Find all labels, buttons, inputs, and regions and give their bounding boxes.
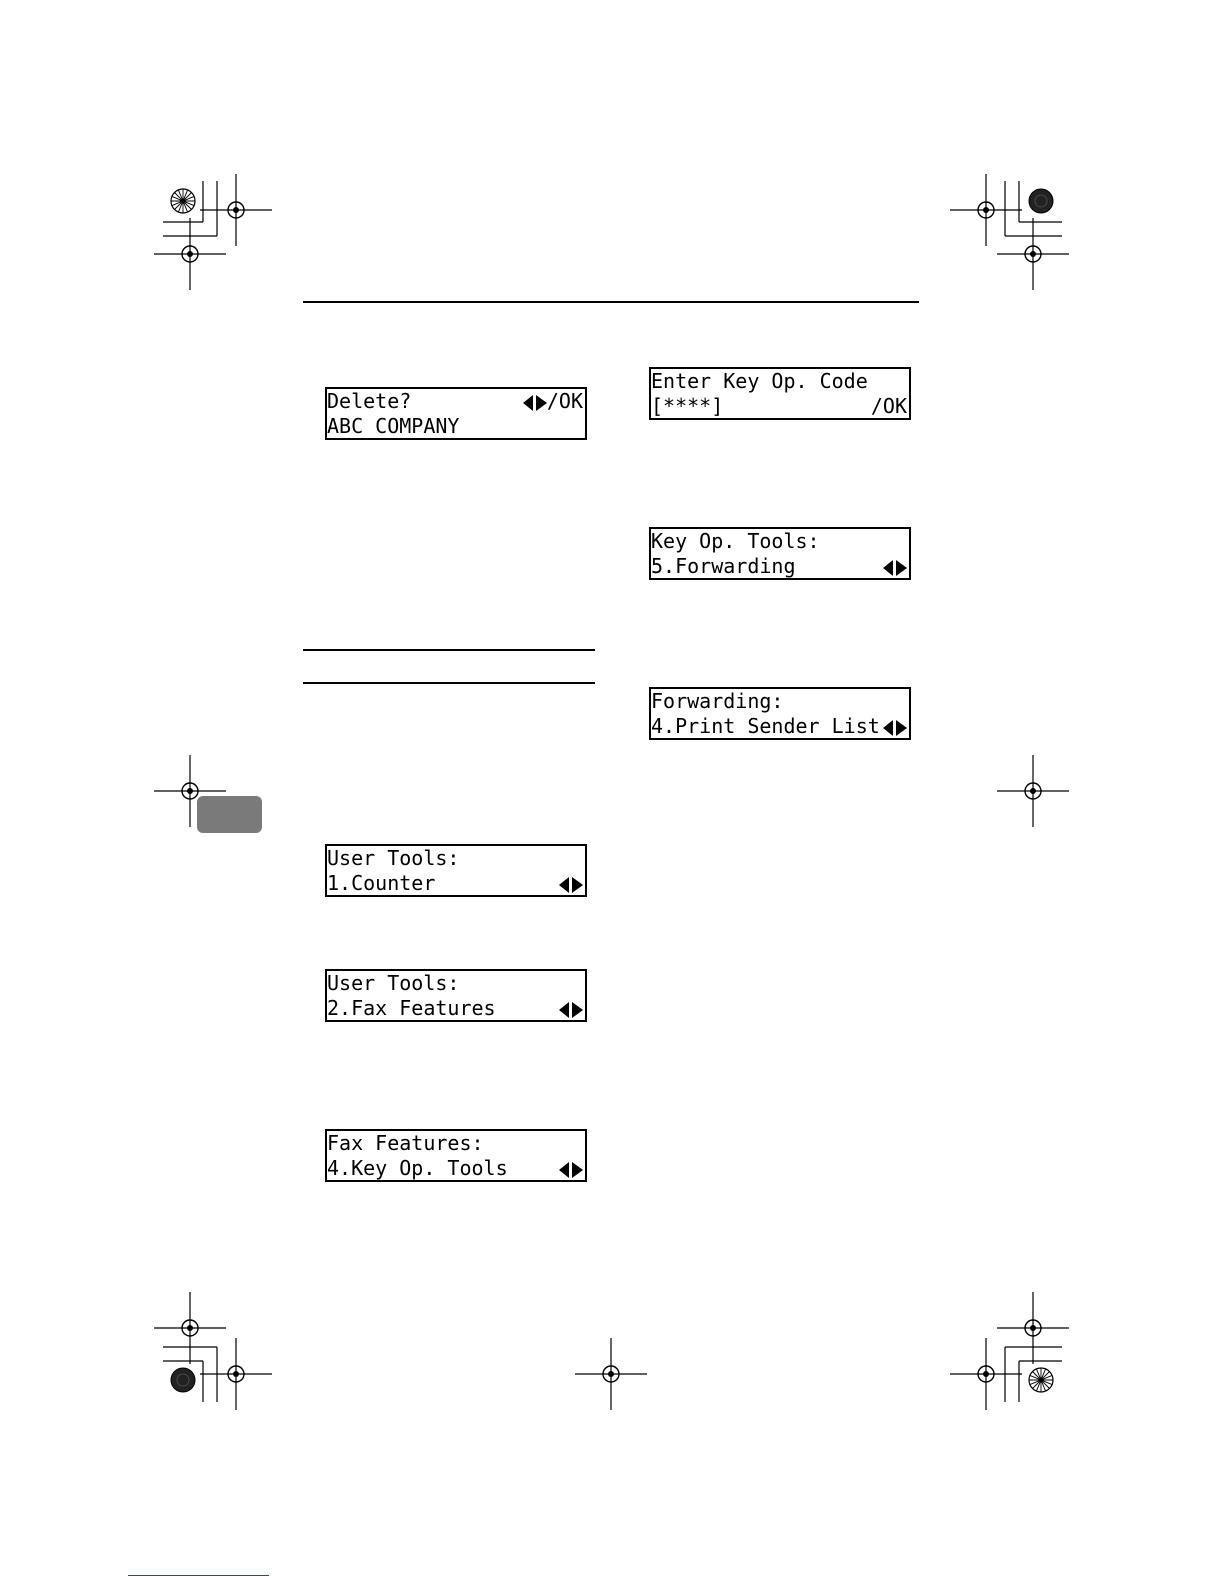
lcd-line1 — [327, 971, 585, 996]
lcd-line1-suffix — [523, 389, 585, 414]
lcd-line2-text: 4.Print Sender List — [651, 714, 880, 738]
lcd-line2 — [327, 1156, 585, 1181]
lcd-line2 — [651, 554, 909, 579]
chapter-tab — [197, 796, 262, 833]
left-right-arrows-icon — [559, 1161, 583, 1179]
lcd-user-tools-fax — [325, 969, 587, 1022]
left-right-arrows-icon — [523, 394, 547, 412]
lcd-line2 — [327, 414, 585, 439]
lcd-line2 — [651, 394, 909, 419]
lcd-line1 — [651, 689, 909, 714]
lcd-line2 — [327, 871, 585, 896]
lcd-line1-text: Enter Key Op. Code — [651, 369, 868, 393]
footer-link-underline[interactable] — [128, 1575, 269, 1576]
lcd-line2-text: ABC COMPANY — [327, 414, 460, 438]
left-right-arrows-icon — [883, 719, 907, 737]
lcd-line2-text: [****] — [651, 394, 724, 418]
section-rule-top — [303, 649, 595, 651]
lcd-fax-features — [325, 1129, 587, 1182]
section-rule-bottom — [303, 682, 595, 684]
lcd-line2-text: 5.Forwarding — [651, 554, 796, 578]
ok-label: /OK — [870, 394, 907, 418]
left-right-arrows-icon — [559, 876, 583, 894]
lcd-delete — [325, 387, 587, 440]
lcd-line1 — [651, 529, 909, 554]
lcd-line2-text: 4.Key Op. Tools — [327, 1156, 508, 1180]
lcd-line1-text: Fax Features: — [327, 1131, 484, 1155]
lcd-line1 — [327, 1131, 585, 1156]
lcd-line1-text: User Tools: — [327, 846, 460, 870]
lcd-line1-text: User Tools: — [327, 971, 460, 995]
lcd-line2 — [327, 996, 585, 1021]
lcd-forwarding — [649, 687, 911, 740]
lcd-line2 — [651, 714, 909, 739]
ok-label: /OK — [546, 389, 583, 413]
lcd-user-tools-counter — [325, 844, 587, 897]
left-right-arrows-icon — [883, 559, 907, 577]
lcd-line1 — [651, 369, 909, 394]
header-rule — [303, 301, 919, 303]
lcd-line1-text: Key Op. Tools: — [651, 529, 820, 553]
lcd-line2-text: 2.Fax Features — [327, 996, 496, 1020]
lcd-key-op-tools — [649, 527, 911, 580]
lcd-line2-text: 1.Counter — [327, 871, 436, 895]
lcd-line1-text: Delete? — [327, 389, 412, 413]
lcd-line1-text: Forwarding: — [651, 689, 784, 713]
lcd-enter-code — [649, 367, 911, 420]
left-right-arrows-icon — [559, 1001, 583, 1019]
lcd-line1 — [327, 389, 585, 414]
lcd-line1 — [327, 846, 585, 871]
